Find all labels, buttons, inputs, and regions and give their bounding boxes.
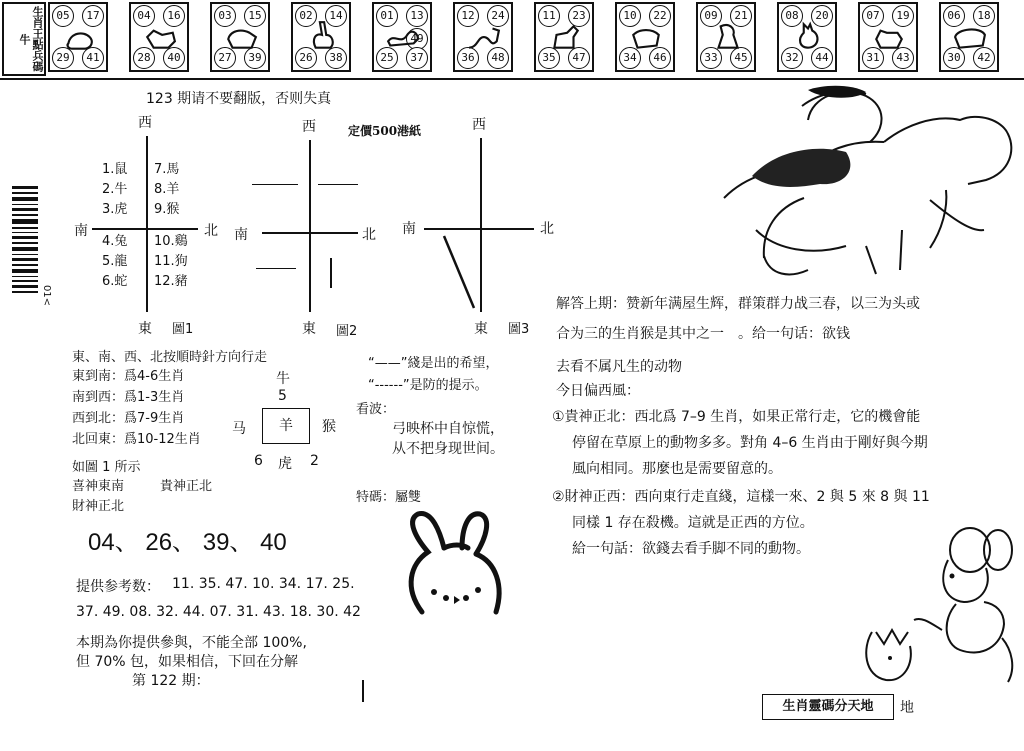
cell-number: 46: [649, 47, 671, 69]
cross-right: 猴: [322, 419, 336, 435]
cell-number: 15: [244, 5, 266, 27]
cell-number: 38: [325, 47, 347, 69]
legend-line-1: “——”綫是出的希望，: [368, 356, 499, 371]
fig2-east: 東: [302, 321, 316, 337]
cell-number: 49: [406, 28, 428, 50]
zodiac-list-item: 11.狗: [154, 254, 188, 269]
cell-number: 42: [973, 47, 995, 69]
cell-number: 19: [892, 5, 914, 27]
fig3-north: 北: [540, 221, 554, 237]
zodiac-list-item: 6.蛇: [102, 274, 128, 289]
cell-number: 31: [862, 47, 884, 69]
cell-number: 27: [214, 47, 236, 69]
cell-number: 40: [163, 47, 185, 69]
rabbit-icon: [305, 20, 339, 54]
cell-number: 47: [568, 47, 590, 69]
zodiac-cell: [453, 2, 513, 72]
monkey-icon: [710, 20, 744, 54]
fig3-label: 圖3: [508, 322, 530, 337]
cell-number: 30: [943, 47, 965, 69]
footer-box: 生肖靈碼分天地: [762, 694, 894, 720]
zodiac-list-item: 8.羊: [154, 182, 180, 197]
cell-number: 23: [568, 5, 590, 27]
barcode: [12, 186, 53, 316]
logo: 生肖王點兵碼牛: [2, 2, 46, 76]
note-line-2: 但 70% 包，如果相信，下回在分解: [76, 654, 299, 670]
cell-number: 24: [487, 5, 509, 27]
fig2-vertical-axis: [309, 140, 311, 312]
zodiac-cell: [858, 2, 918, 72]
see-figure: 如圖 1 所示: [72, 460, 141, 475]
cell-number: 14: [325, 5, 347, 27]
dragon-icon: [386, 20, 420, 54]
ref-line-1: 11. 35. 47. 10. 34. 17. 25.: [172, 576, 355, 592]
fig1-label: 圖1: [172, 322, 194, 337]
zodiac-list-item: 4.兔: [102, 234, 128, 249]
ref-line-2: 37. 49. 08. 32. 44. 07. 31. 43. 18. 30. 42: [76, 604, 361, 620]
zodiac-list-item: 5.龍: [102, 254, 128, 269]
cell-number: 43: [892, 47, 914, 69]
zodiac-list-item: 12.豬: [154, 274, 188, 289]
god-3: 財神正北: [72, 499, 125, 514]
cell-number: 05: [52, 5, 74, 27]
fig3-vertical-axis: [480, 138, 482, 312]
mouse-illustration: [852, 520, 1022, 690]
cell-number: 36: [457, 47, 479, 69]
rabbit-illustration: [400, 508, 520, 616]
cell-number: 08: [781, 5, 803, 27]
tiger-icon: [224, 20, 258, 54]
zodiac-cell: [696, 2, 756, 72]
fig3-south: 南: [402, 221, 416, 237]
zodiac-list-item: 7.馬: [154, 162, 180, 177]
zodiac-cell: [939, 2, 999, 72]
note-line-1: 本期為你提供參與，不能全部 100%,: [76, 635, 307, 651]
zodiac-cell: [291, 2, 351, 72]
cell-number: 07: [862, 5, 884, 27]
cell-number: 04: [133, 5, 155, 27]
cross-top: 牛: [276, 371, 290, 387]
zodiac-list-item: 1.鼠: [102, 162, 128, 177]
fig2-dash: [252, 184, 298, 185]
poem-line-1: 弓映杯中自惊慌，: [392, 421, 504, 437]
cartoon-illustration: [716, 80, 1024, 280]
cell-number: 10: [619, 5, 641, 27]
fig2-west: 西: [302, 119, 316, 135]
direction-line: 南到西：爲1-3生肖: [72, 390, 185, 405]
zodiac-cell: [129, 2, 189, 72]
cross-bottom-left: 6: [254, 453, 263, 469]
zodiac-header: [0, 0, 1024, 76]
cross-center: 羊: [262, 408, 310, 444]
zodiac-list-item: 10.鷄: [154, 234, 188, 249]
cell-number: 26: [295, 47, 317, 69]
zodiac-cell: [48, 2, 108, 72]
god-1: 喜神東南: [72, 479, 125, 494]
barcode-text: 01<: [41, 284, 53, 307]
cell-number: 03: [214, 5, 236, 27]
answer-line-1: 解答上期：赞新年满屋生辉，群策群力战三春，以三为头或: [556, 296, 920, 312]
cell-number: 39: [244, 47, 266, 69]
cell-number: 20: [811, 5, 833, 27]
fig1-west: 西: [138, 115, 152, 131]
big-numbers: 04、 26、 39、 40: [88, 529, 287, 556]
rat-icon: [62, 20, 96, 54]
cell-number: 32: [781, 47, 803, 69]
god-2: 貴神正北: [160, 479, 213, 494]
fig2-horizontal-axis: [262, 232, 358, 234]
pig-icon: [953, 20, 987, 54]
cell-number: 33: [700, 47, 722, 69]
price-label: 定價500港紙: [348, 124, 422, 138]
fig3-west: 西: [472, 117, 486, 133]
cell-number: 16: [163, 5, 185, 27]
cell-number: 48: [487, 47, 509, 69]
direction-line: 西到北：爲7-9生肖: [72, 411, 185, 426]
cell-number: 17: [82, 5, 104, 27]
fig2-north: 北: [362, 227, 376, 243]
cell-number: 18: [973, 5, 995, 27]
cell-number: 29: [52, 47, 74, 69]
cell-number: 21: [730, 5, 752, 27]
horse-icon: [548, 20, 582, 54]
directions-intro: 東、南、西、北按順時針方向行走: [72, 350, 268, 365]
answer-p1-line-3: 風向相同。那麼也是需要留意的。: [572, 461, 782, 477]
zodiac-list-item: 3.虎: [102, 202, 128, 217]
cross-bottom-right: 2: [310, 453, 319, 469]
cell-number: 01: [376, 5, 398, 27]
special-code: 特碼：屬雙: [356, 490, 422, 505]
cell-number: 28: [133, 47, 155, 69]
cell-number: 06: [943, 5, 965, 27]
fig1-east: 東: [138, 321, 152, 337]
cell-number: 02: [295, 5, 317, 27]
zodiac-list-left: [102, 160, 127, 292]
cell-number: 37: [406, 47, 428, 69]
fig2-south: 南: [234, 227, 248, 243]
answer-p1-line-2: 停留在草原上的動物多多。對角 4–6 生肖由于剛好與今期: [572, 435, 928, 451]
dog-icon: [872, 20, 906, 54]
cell-number: 22: [649, 5, 671, 27]
cell-number: 09: [700, 5, 722, 27]
fig1-vertical-axis: [146, 136, 148, 312]
fig1-south: 南: [74, 223, 88, 239]
cross-bottom: 虎: [278, 456, 292, 472]
answer-line-4: 今日偏西風：: [556, 383, 640, 399]
legend-line-2: “------”是防的提示。: [368, 378, 488, 393]
mark: [362, 680, 364, 702]
cell-number: 44: [811, 47, 833, 69]
cell-number: 34: [619, 47, 641, 69]
cell-number: 41: [82, 47, 104, 69]
answer-line-2: 合为三的生肖猴是其中之一 。给一句话：欲钱: [556, 326, 850, 342]
footer-tail: 地: [900, 700, 914, 716]
cell-number: 35: [538, 47, 560, 69]
fig3-east: 東: [474, 321, 488, 337]
zodiac-cell: [372, 2, 432, 72]
rooster-icon: [791, 20, 825, 54]
answer-p2-line-2: 同樣 1 存在殺機。這就是正西的方位。: [572, 515, 814, 531]
zodiac-list-item: 2.牛: [102, 182, 128, 197]
snake-icon: [467, 20, 501, 54]
direction-line: 北回東：爲10-12生肖: [72, 432, 201, 447]
zodiac-cell: [210, 2, 270, 72]
zodiac-cell: [777, 2, 837, 72]
cell-number: 45: [730, 47, 752, 69]
goat-icon: [629, 20, 663, 54]
answer-line-3: 去看不属凡生的动物: [556, 359, 682, 375]
note-line-3: 第 122 期：: [132, 673, 210, 689]
zodiac-cell: [615, 2, 675, 72]
fig1-north: 北: [204, 223, 218, 239]
zodiac-list-item: 9.猴: [154, 202, 180, 217]
ref-label: 提供参考数：: [76, 579, 160, 595]
cell-number: 11: [538, 5, 560, 27]
fig2-label: 圖2: [336, 324, 358, 339]
cell-number: 25: [376, 47, 398, 69]
cell-number: 12: [457, 5, 479, 27]
directions-list: [72, 366, 201, 450]
page-title: 123 期请不要翻版，否则失真: [146, 91, 332, 107]
fig3-diagonal: [430, 228, 480, 312]
answer-p2-line-1: ②財神正西：西向東行走直綫，這樣一來、2 與 5 來 8 與 11: [552, 489, 930, 505]
zodiac-cell: [534, 2, 594, 72]
answer-p1-line-1: ①貴神正北：西北爲 7–9 生肖，如果正常行走，它的機會能: [552, 409, 921, 425]
cell-number: 13: [406, 5, 428, 27]
poem-line-2: 从不把身现世间。: [392, 441, 504, 457]
direction-line: 東到南：爲4-6生肖: [72, 369, 185, 384]
cross-top-num: 5: [278, 388, 287, 404]
ox-icon: [143, 20, 177, 54]
fig2-tick: [330, 258, 332, 288]
fig2-dash: [318, 184, 358, 185]
answer-p2-line-3: 給一句話：欲錢去看手脚不同的動物。: [572, 541, 810, 557]
poem-label: 看波：: [356, 402, 396, 417]
zodiac-list-right: [154, 160, 188, 292]
fig2-dash: [256, 268, 296, 269]
cross-left: 马: [232, 421, 246, 437]
